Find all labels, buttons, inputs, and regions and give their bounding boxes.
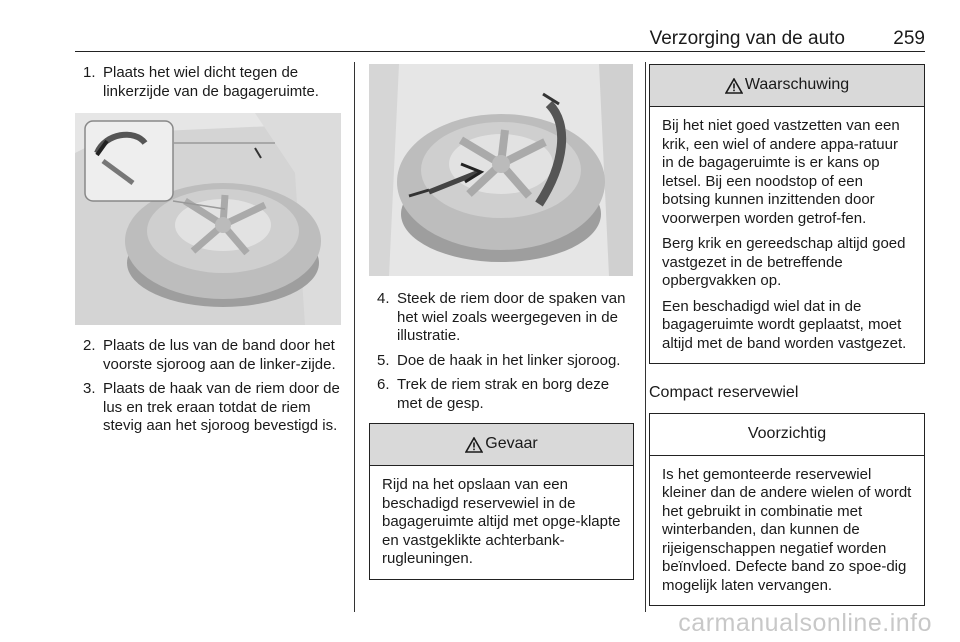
step-list bbox=[369, 290, 634, 413]
step-text: Trek de riem strak en borg deze met de gesp. bbox=[397, 376, 610, 412]
step-number: 1. bbox=[83, 64, 96, 81]
warning-paragraph: Bij het niet goed vastzetten van een krik, een wiel of andere appa-ratuur in de bagageruimte is er kans op letsel. Bij een noodstop of een botsing kunnen inzittenden door voorwerpen worden getrof-fen. bbox=[662, 117, 900, 227]
step-number: 5. bbox=[377, 351, 390, 369]
step-text: Plaats het wiel dicht tegen de linkerzijde van de bagageruimte. bbox=[103, 64, 319, 100]
watermark: carmanualsonline.info bbox=[678, 609, 932, 637]
step-list bbox=[75, 337, 345, 436]
danger-box-body bbox=[370, 466, 633, 579]
warning-box-title: Waarschuwing bbox=[744, 76, 850, 94]
caution-box-header bbox=[650, 414, 924, 456]
step-list bbox=[75, 64, 345, 101]
page-header bbox=[75, 26, 925, 52]
illustration-tire-in-trunk bbox=[75, 113, 341, 325]
strap-illustration bbox=[369, 64, 633, 276]
step-number: 4. bbox=[377, 290, 390, 307]
caution-box-text: Is het gemonteerde reservewiel kleiner dan de andere wielen of wordt het gebruikt in combinatie met winterbanden, dan kunnen de rijeigenschappen negatief worden beïnvloed. Defecte band zo spoe-dig mogelijk laten vervangen. bbox=[662, 465, 912, 594]
danger-box bbox=[369, 423, 634, 580]
section-heading: Compact reservewiel bbox=[649, 384, 799, 401]
step-number: 2. bbox=[83, 337, 96, 354]
column-left bbox=[75, 64, 345, 442]
warning-paragraph: Een beschadigd wiel dat in de bagageruimte wordt geplaatst, moet altijd met de band worden vastgezet. bbox=[662, 297, 907, 352]
list-item bbox=[369, 352, 634, 371]
step-number: 3. bbox=[83, 380, 96, 397]
danger-box-title: Gevaar bbox=[485, 435, 538, 453]
step-number: 6. bbox=[377, 376, 390, 393]
warning-triangle-icon bbox=[465, 437, 483, 453]
list-item bbox=[369, 376, 634, 413]
illustration-strap-through-spokes bbox=[369, 64, 633, 276]
tire-illustration bbox=[75, 113, 341, 325]
caution-box-body bbox=[650, 456, 924, 606]
list-item bbox=[369, 290, 634, 346]
list-item bbox=[75, 337, 345, 374]
step-text: Plaats de haak van de riem door de lus en trek eraan totdat de riem stevig aan het sjoroog bevestigd is. bbox=[103, 380, 340, 434]
caution-box bbox=[649, 413, 925, 607]
column-middle bbox=[369, 64, 634, 580]
list-item bbox=[75, 380, 345, 436]
column-divider bbox=[645, 62, 646, 612]
step-text: Steek de riem door de spaken van het wiel zoals weergegeven in de illustratie. bbox=[397, 290, 626, 344]
danger-box-text: Rijd na het opslaan van een beschadigd reservewiel in de bagageruimte altijd met opge-klapte en vastgeklikte achterbank-rugleuningen. bbox=[382, 476, 621, 567]
warning-triangle-icon bbox=[725, 78, 743, 94]
danger-box-header bbox=[370, 424, 633, 466]
warning-paragraph: Berg krik en gereedschap altijd goed vastgezet in de betreffende opbergvakken op. bbox=[662, 235, 906, 289]
page-title: Verzorging van de auto bbox=[649, 28, 845, 49]
column-divider bbox=[354, 62, 355, 612]
list-item bbox=[75, 64, 345, 101]
page-number: 259 bbox=[893, 28, 925, 49]
step-text: Doe de haak in het linker sjoroog. bbox=[397, 351, 621, 369]
warning-box-header bbox=[650, 65, 924, 107]
step-text: Plaats de lus van de band door het voorste sjoroog aan de linker-zijde. bbox=[103, 337, 336, 373]
warning-box-body bbox=[650, 107, 924, 363]
caution-box-title: Voorzichtig bbox=[747, 424, 827, 442]
warning-box bbox=[649, 64, 925, 364]
column-right bbox=[649, 64, 925, 606]
